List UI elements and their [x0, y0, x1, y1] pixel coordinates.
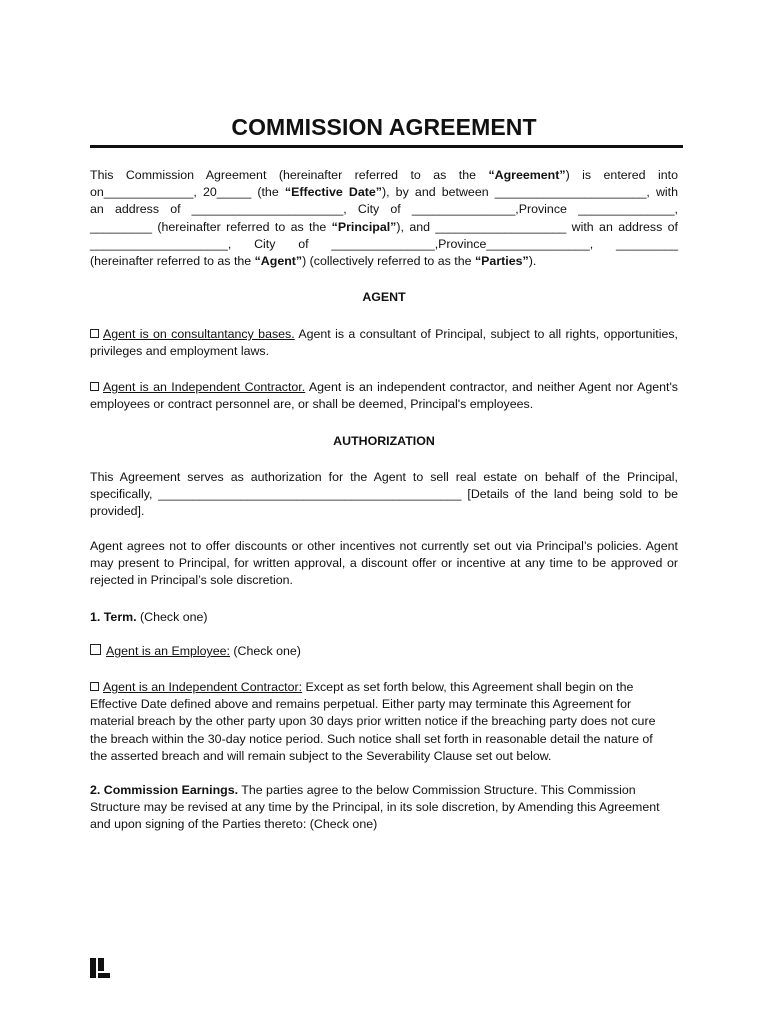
commission-line-1: [90, 782, 678, 799]
term-option-contractor: [90, 679, 678, 765]
intro-paragraph: [90, 167, 678, 270]
defined-term-parties: “Parties”: [474, 254, 529, 269]
option-line-3: material breach by the other party upon 30 days prior written notice if the breaching party does not cure: [90, 714, 656, 729]
document-title: COMMISSION AGREEMENT: [231, 114, 537, 140]
intro-line-6: [90, 253, 678, 270]
option-label: Agent is an Employee:: [106, 644, 230, 658]
term-option-employee: [90, 643, 678, 660]
defined-term-principal: “Principal”: [331, 219, 397, 234]
authorization-line-2: specifically, ____________________________________________ [Details of the land being sold to be: [90, 487, 678, 502]
text: This Commission Agreement (hereinafter referred to as the: [90, 168, 489, 182]
option-line-2: privileges and employment laws.: [90, 344, 270, 359]
option-label: Agent is an Independent Contractor.: [103, 380, 306, 394]
option-line-1: [90, 643, 678, 660]
option-line-2: employees or contract personnel are, or shall be deemed, Principal's employees.: [90, 397, 534, 412]
authorization-paragraph: [90, 469, 678, 521]
option-note: (Check one): [229, 644, 301, 658]
text: Except as set forth below, this Agreement shall begin on the: [302, 680, 634, 694]
option-label: Agent is on consultantancy bases.: [103, 327, 295, 341]
intro-line-1: [90, 167, 678, 184]
term-section-heading: [90, 609, 678, 626]
defined-term-effective-date: “Effective Date”: [284, 185, 382, 200]
discounts-paragraph: [90, 538, 678, 590]
authorization-line-1: This Agreement serves as authorization for the Agent to sell real estate on behalf of the Principal,: [90, 470, 678, 484]
text: _________ (hereinafter referred to as the: [90, 219, 332, 234]
checkbox-icon[interactable]: [90, 644, 101, 655]
discounts-line-2: may present to Principal, for written approval, a discount offer or incentive at any time to be approved or: [90, 556, 678, 571]
text: ), and ___________________ with an address of: [396, 219, 678, 234]
intro-line-5: ____________________, City of _______________,Province_______________, _________: [90, 236, 678, 251]
text: The parties agree to the below Commission Structure. This Commission: [238, 783, 636, 797]
intro-line-3: an address of ______________________, City of _______________,Province ______________,: [90, 202, 678, 217]
text: ) (collectively referred to as the: [302, 254, 475, 269]
text: Agent is a consultant of Principal, subject to all rights, opportunities,: [294, 327, 678, 341]
checkbox-icon[interactable]: [90, 382, 99, 391]
checkbox-icon[interactable]: [90, 682, 99, 691]
legal-templates-logo-icon: [90, 958, 110, 978]
term-label: 1. Term.: [90, 610, 137, 624]
text: ) is entered into: [565, 168, 678, 182]
text: on_____________, 20_____ (the: [90, 185, 285, 200]
authorization-heading: AUTHORIZATION: [333, 434, 435, 448]
text: ), by and between ______________________, with: [381, 185, 679, 200]
defined-term-agreement: “Agreement”: [488, 168, 566, 182]
defined-term-agent: “Agent”: [254, 254, 303, 269]
commission-section: [90, 782, 678, 834]
option-line-2: Effective Date defined above and remains perpetual. Either party may terminate this Agreement for: [90, 697, 632, 712]
authorization-line-3: provided].: [90, 504, 145, 519]
option-line-1: [90, 679, 678, 696]
option-line-1: [90, 326, 678, 343]
term-line: [90, 609, 678, 626]
option-line-1: [90, 379, 678, 396]
title-divider: [90, 145, 683, 148]
agent-option-consultant: [90, 326, 678, 360]
intro-line-4: [90, 219, 678, 236]
text: Agent is an independent contractor, and neither Agent nor Agent's: [305, 380, 679, 394]
commission-line-3: and upon signing of the Parties thereto: (Check one): [90, 817, 378, 832]
text: (hereinafter referred to as the: [90, 254, 255, 269]
agent-heading: AGENT: [362, 290, 406, 304]
discounts-line-3: rejected in Principal’s sole discretion.: [90, 573, 293, 588]
option-line-5: the asserted breach and will remain subject to the Severability Clause set out below.: [90, 748, 552, 763]
intro-line-2: [90, 184, 678, 201]
option-label: Agent is an Independent Contractor:: [103, 680, 303, 694]
term-note: (Check one): [136, 610, 208, 624]
discounts-line-1: Agent agrees not to offer discounts or other incentives not currently set out via Principal’s policies. Agent: [90, 539, 678, 553]
agent-option-contractor: [90, 379, 678, 413]
commission-line-2: Structure may be revised at any time by the Principal, in its sole discretion, by Amending this Agreement: [90, 800, 660, 815]
checkbox-icon[interactable]: [90, 329, 99, 338]
option-line-4: the breach within the 30-day notice period. Such notice shall set forth in reasonable detail the nature of: [90, 731, 653, 746]
text: ).: [528, 254, 537, 269]
commission-label: 2. Commission Earnings.: [90, 783, 239, 797]
